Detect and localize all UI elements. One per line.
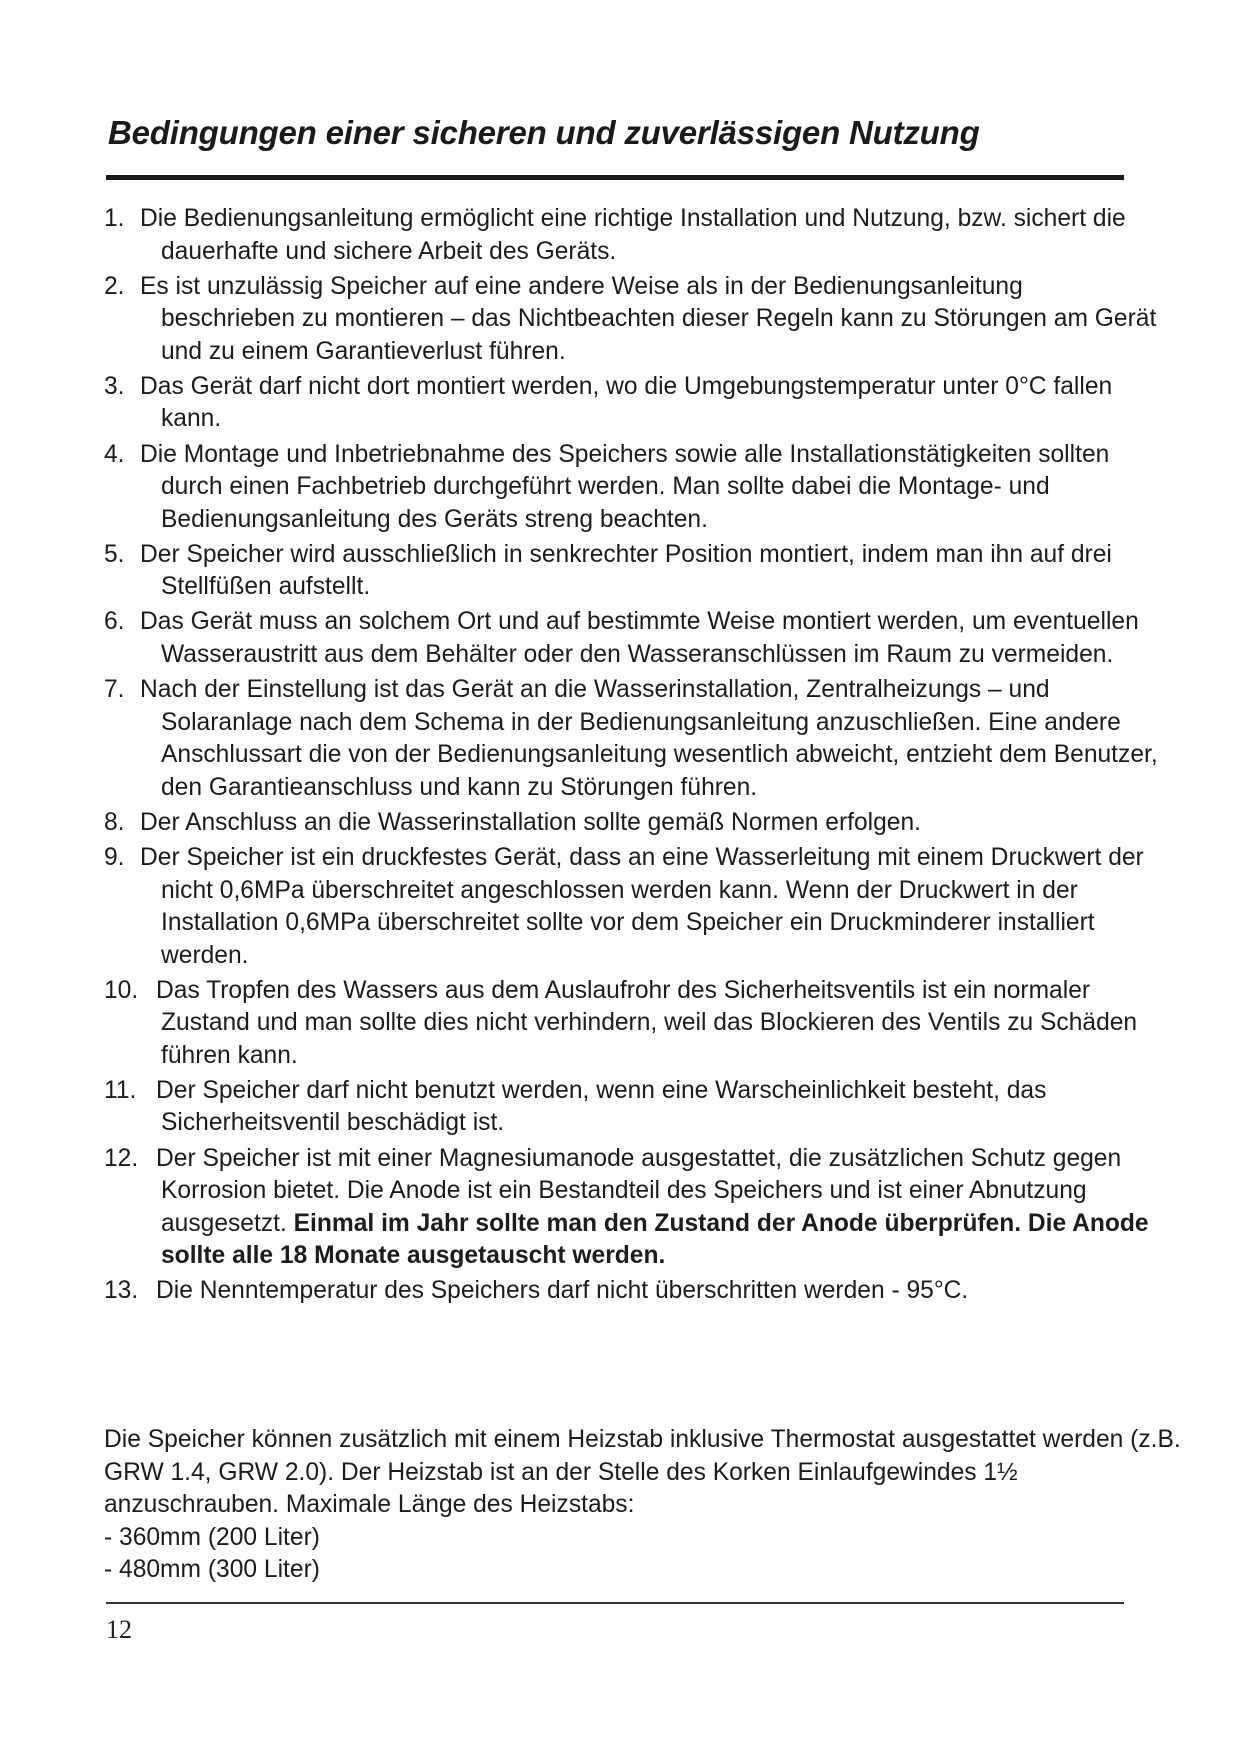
item-text: Der Speicher ist ein druckfestes Gerät, dass an eine Wasserleitung mit einem Druckwert der nicht 0,6MPa überschreitet angeschlossen werden kann. Wenn der Druckwert in der Installation 0,6MPa überschreitet sollte vor dem Speicher ein Druckminderer installiert werden. xyxy=(140,844,1144,969)
item-number: 13. xyxy=(104,1277,139,1305)
list-item xyxy=(104,674,1158,804)
list-item xyxy=(104,606,1158,671)
item-number: 4. xyxy=(104,440,125,468)
item-number: 9. xyxy=(104,844,125,871)
item-text: Das Gerät muss an solchem Ort und auf bestimmte Weise montiert werden, um eventuellen Wasseraustritt aus dem Behälter oder den Wasseranschlüssen im Raum zu vermeiden. xyxy=(140,608,1139,668)
list-item xyxy=(104,1075,1158,1140)
item-number: 7. xyxy=(104,676,125,704)
item-number: 5. xyxy=(104,540,125,568)
list-item xyxy=(104,842,1158,972)
list-item xyxy=(104,539,1158,604)
item-text: Der Anschluss an die Wasserinstallation sollte gemäß Normen erfolgen. xyxy=(140,808,921,836)
item-text: Das Tropfen des Wassers aus dem Auslaufrohr des Sicherheitsventils ist ein normaler Zustand und man sollte dies nicht verhindern, weil das Blockieren des Ventils zu Schäden führen kann. xyxy=(156,976,1138,1069)
item-number: 6. xyxy=(104,608,125,636)
item-number: 10. xyxy=(104,976,139,1004)
item-text: Die Nenntemperatur des Speichers darf nicht überschritten werden - 95°C. xyxy=(156,1277,969,1305)
item-text: Es ist unzulässig Speicher auf eine andere Weise als in der Bedienungsanleitung beschrieben zu montieren – das Nichtbeachten dieser Regeln kann zu Störungen am Gerät und zu einem Garantieverlust führen. xyxy=(140,272,1157,365)
item-number: 3. xyxy=(104,372,125,400)
safety-rules-list xyxy=(104,203,1158,1310)
list-item xyxy=(104,203,1158,268)
heater-paragraph: Die Speicher können zusätzlich mit einem Heizstab inklusive Thermostat ausgestattet werden (z.B. GRW 1.4, GRW 2.0). Der Heizstab ist an der Stelle des Korken Einlaufgewindes 1½ anzuschrauben. Maximale Länge des Heizstabs: xyxy=(104,1426,1181,1518)
list-item xyxy=(104,807,1158,840)
heater-length-item: - 480mm (300 Liter) xyxy=(104,1556,320,1583)
list-item xyxy=(104,1275,1158,1308)
item-text: Der Speicher wird ausschließlich in senkrechter Position montiert, indem man ihn auf drei Stellfüßen aufstellt. xyxy=(140,540,1112,601)
item-text: Der Speicher darf nicht benutzt werden, wenn eine Warscheinlichkeit besteht, das Sicherheitsventil beschädigt ist. xyxy=(156,1076,1047,1137)
item-number: 11. xyxy=(104,1076,137,1104)
heater-length-item: - 360mm (200 Liter) xyxy=(104,1523,320,1551)
list-item xyxy=(104,439,1158,537)
list-item xyxy=(104,975,1158,1073)
heater-info xyxy=(104,1424,1184,1587)
list-item xyxy=(104,371,1158,436)
item-number: 8. xyxy=(104,808,125,836)
item-number: 2. xyxy=(104,272,125,300)
title-divider xyxy=(106,175,1124,180)
item-text: Die Bedienungsanleitung ermöglicht eine richtige Installation und Nutzung, bzw. sichert die dauerhafte und sichere Arbeit des Geräts. xyxy=(140,205,1126,265)
page-title: Bedingungen einer sicheren und zuverlässigen Nutzung xyxy=(108,114,980,151)
item-text: Der Speicher ist mit einer Magnesiumanode ausgestattet, die zusätzlichen Schutz gegen Korrosion bietet. Die Anode ist ein Bestandteil des Speichers und ist einer Abnutzung ausgesetzt. xyxy=(156,1144,1122,1237)
list-item xyxy=(104,271,1158,369)
list-item xyxy=(104,1143,1158,1273)
page-number: 12 xyxy=(106,1615,132,1644)
item-number: 1. xyxy=(104,205,125,232)
anode-warning: Einmal im Jahr sollte man den Zustand der Anode überprüfen. Die Anode sollte alle 18 Monate ausgetauscht werden. xyxy=(161,1209,1149,1270)
footer-divider xyxy=(106,1602,1124,1604)
item-number: 12. xyxy=(104,1144,139,1172)
item-text: Nach der Einstellung ist das Gerät an die Wasserinstallation, Zentralheizungs – und Solaranlage nach dem Schema in der Bedienungsanleitung anzuschließen. Eine andere Anschlussart die von der Bedienungsanleitung wesentlich abweicht, entzieht dem Benutzer, den Garantieanschluss und kann zu Störungen führen. xyxy=(140,676,1158,801)
item-text: Das Gerät darf nicht dort montiert werden, wo die Umgebungstemperatur unter 0°C fallen kann. xyxy=(140,372,1113,433)
item-text: Die Montage und Inbetriebnahme des Speichers sowie alle Installationstätigkeiten sollten durch einen Fachbetrieb durchgeführt werden. Man sollte dabei die Montage- und Bedienungsanleitung des Geräts streng beachten. xyxy=(140,440,1110,533)
